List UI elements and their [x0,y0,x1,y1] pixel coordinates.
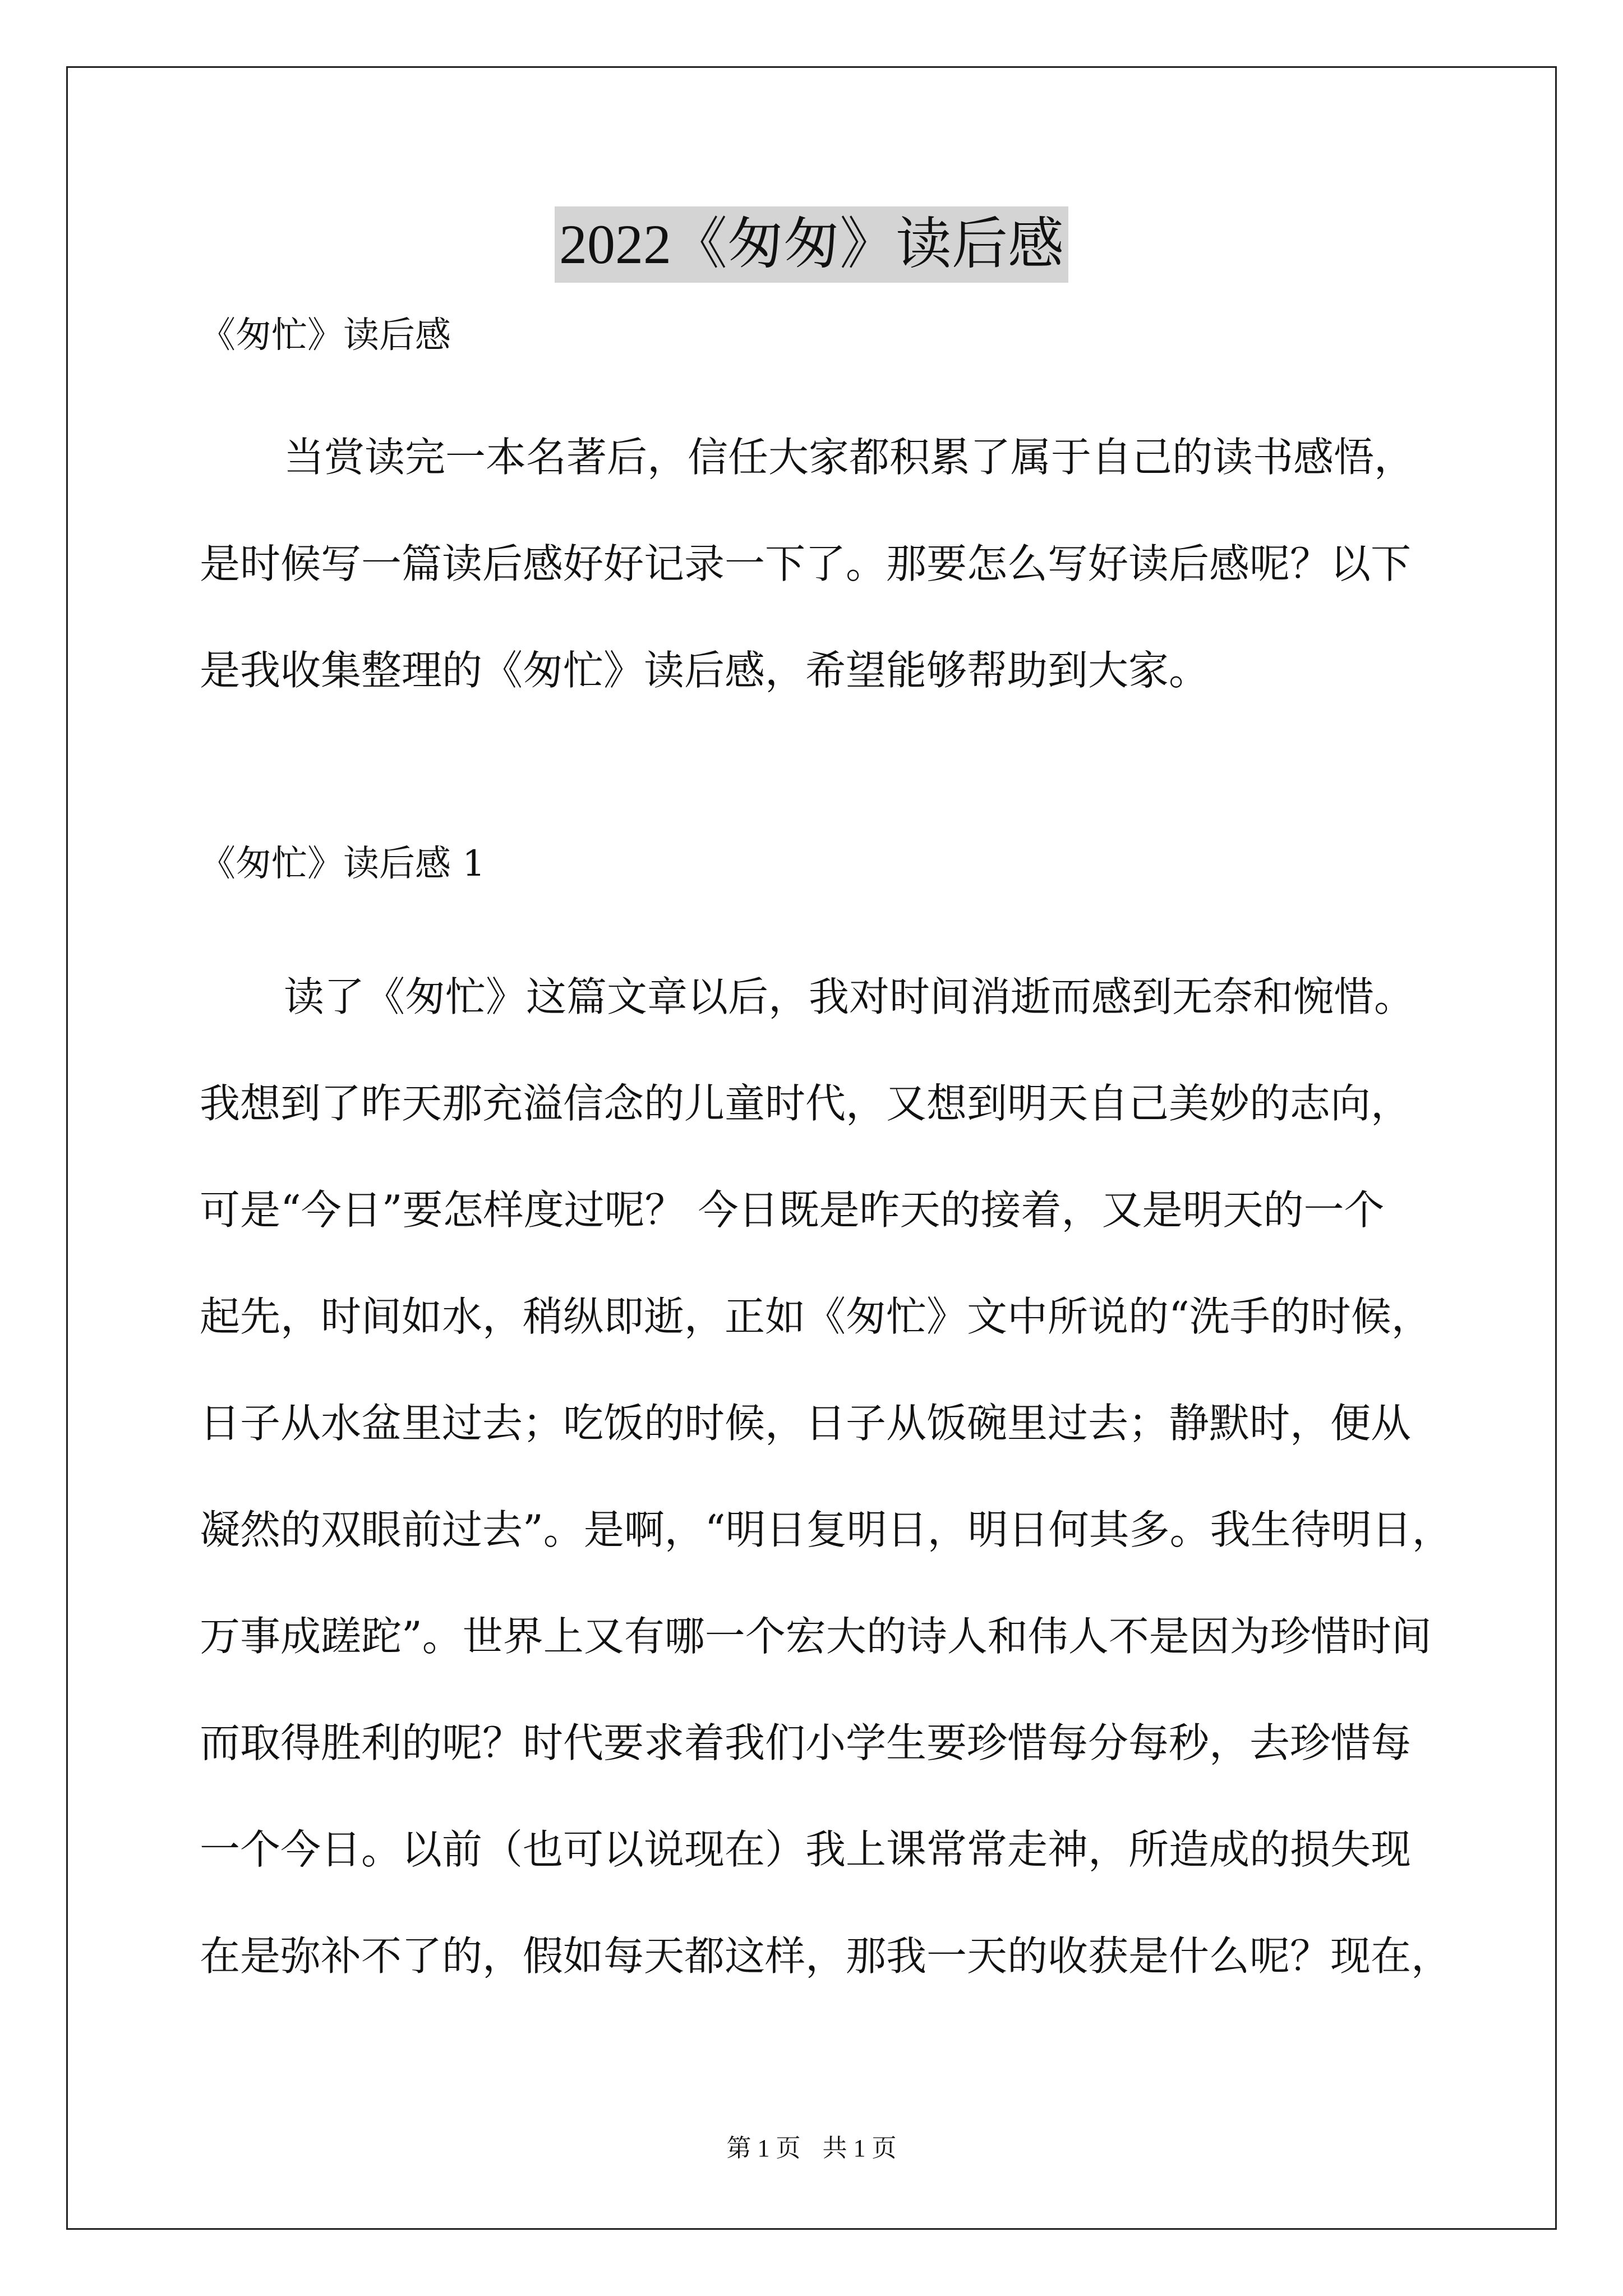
paragraph-line: 日子从水盆里过去；吃饭的时候，日子从饭碗里过去；静默时，便从 [200,1400,1412,1447]
paragraph-line: 我想到了昨天那充溢信念的儿童时代，又想到明天自己美妙的志向， [200,1080,1412,1127]
paragraph-line: 在是弥补不了的，假如每天都这样，那我一天的收获是什么呢？现在， [200,1932,1452,1980]
intro-paragraph [200,404,1433,724]
paragraph-line: 是时候写一篇读后感好好记录一下了。那要怎么写好读后感呢？以下 [200,540,1412,587]
page-total: 共 1 页 [822,2134,897,2162]
section-heading: 《匆忙》读后感 1 [200,843,486,885]
section-paragraph [200,944,1453,2009]
title-container [0,206,1623,283]
paragraph-line: 而取得胜利的呢？时代要求着我们小学生要珍惜每分每秒，去珍惜每 [200,1719,1412,1766]
document-body [200,307,1453,2009]
paragraph-line: 是我收集整理的《匆忙》读后感，希望能够帮助到大家。 [200,647,1210,694]
paragraph-line: 万事成蹉跎”。世界上又有哪一个宏大的诗人和伟人不是因为珍惜时间 [200,1613,1432,1660]
page-footer [0,2132,1623,2165]
section-gap [200,724,1433,836]
paragraph-line: 可是“今日”要怎样度过呢？ 今日既是昨天的接着，又是明天的一个 [200,1186,1385,1234]
intro-heading: 《匆忙》读后感 [200,315,451,356]
paragraph-line: 读了《匆忙》这篇文章以后，我对时间消逝而感到无奈和惋惜。 [284,973,1415,1020]
page-number: 第 1 页 [726,2134,801,2162]
paragraph-line: 一个今日。以前（也可以说现在）我上课常常走神，所造成的损失现 [200,1826,1412,1873]
paragraph-line: 起先，时间如水，稍纵即逝，正如《匆忙》文中所说的“洗手的时候， [200,1293,1432,1340]
paragraph-line: 当赏读完一本名著后，信任大家都积累了属于自己的读书感悟， [284,434,1415,481]
document-title: 2022《匆匆》读后感 [555,206,1068,283]
paragraph-line: 凝然的双眼前过去”。是啊，“明日复明日，明日何其多。我生待明日， [200,1506,1453,1553]
